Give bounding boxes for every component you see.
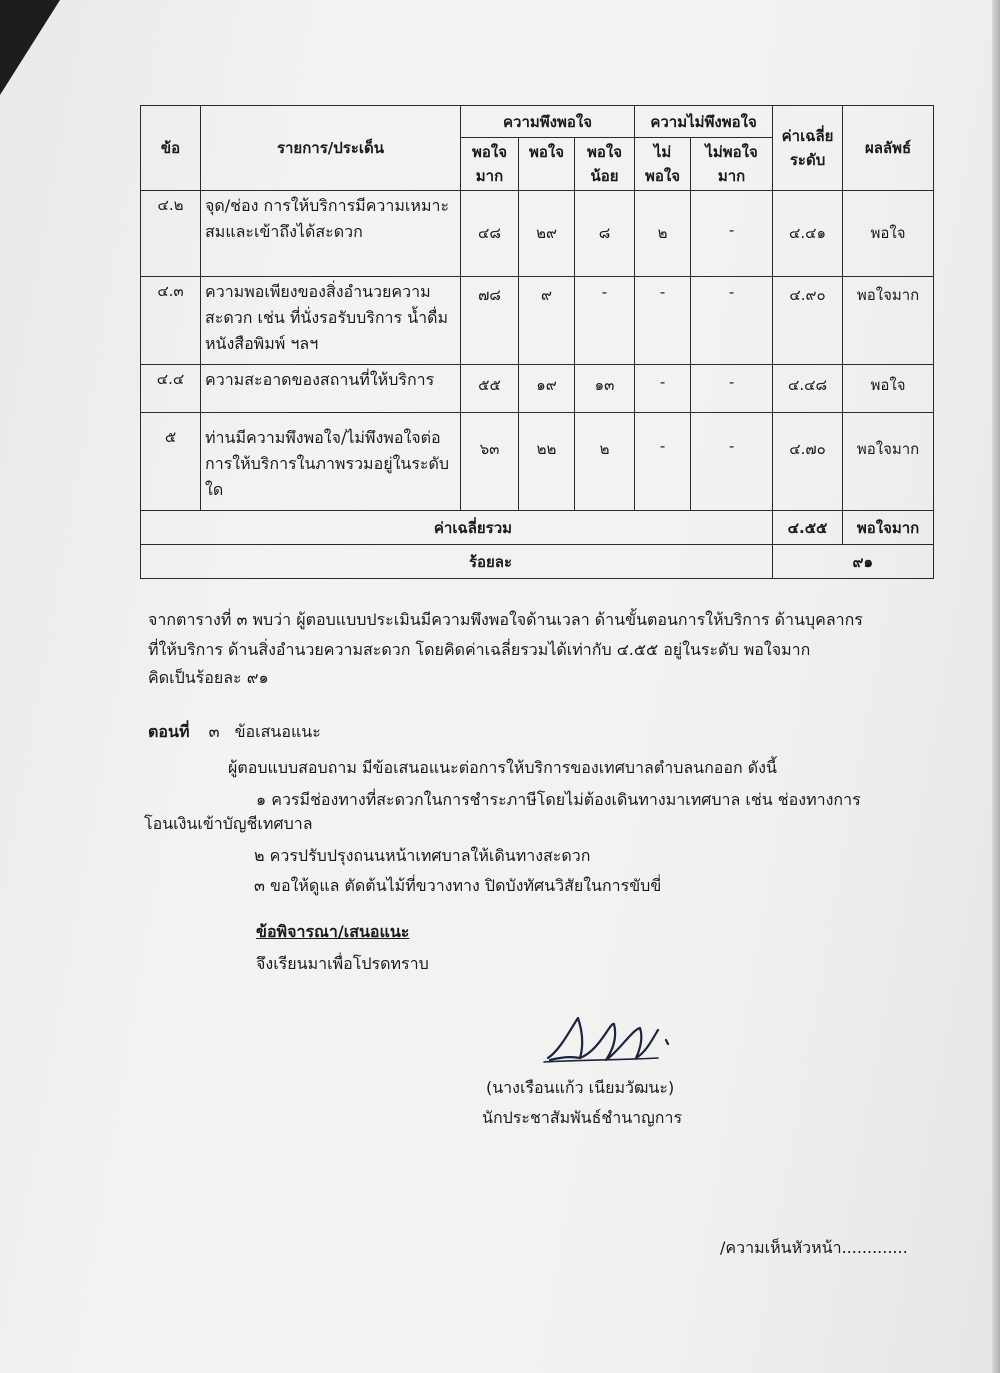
total-avg: ๔.๕๕ — [773, 511, 843, 545]
row-avg: ๔.๗๐ — [773, 413, 843, 511]
row-cell: - — [635, 365, 691, 413]
row-result: พอใจมาก — [843, 413, 934, 511]
suggestion-2: ๒ ควรปรับปรุงถนนหน้าเทศบาลให้เดินทางสะดวก — [254, 846, 591, 865]
row-cell: ๔๘ — [461, 191, 519, 277]
row-no: ๔.๒ — [141, 191, 201, 277]
row-cell: - — [691, 191, 773, 277]
header-item: รายการ/ประเด็น — [201, 106, 461, 191]
row-item: ท่านมีความพึงพอใจ/ไม่พึงพอใจต่อการให้บริการในภาพรวมอยู่ในระดับใด — [201, 413, 461, 511]
summary-line-2: ที่ให้บริการ ด้านสิ่งอำนวยความสะดวก โดยคิดค่าเฉลี่ยรวมได้เท่ากับ ๔.๕๕ อยู่ในระดับ พอใจมาก — [148, 640, 811, 659]
row-cell: - — [691, 413, 773, 511]
signer-name: (นางเรือนแก้ว เนียมวัฒนะ) — [486, 1078, 675, 1097]
row-cell: ๒ — [635, 191, 691, 277]
row-cell: - — [575, 277, 635, 365]
header-slightly-satisfied: พอใจน้อย — [575, 138, 635, 191]
summary-line-3: คิดเป็นร้อยละ ๙๑ — [148, 668, 269, 687]
section3-label: ตอนที่ — [148, 722, 190, 741]
percent-label: ร้อยละ — [141, 545, 773, 579]
row-cell: ๗๘ — [461, 277, 519, 365]
header-satisfied: พอใจ — [519, 138, 575, 191]
row-item: จุด/ช่อง การให้บริการมีความเหมาะสมและเข้าถึงได้สะดวก — [201, 191, 461, 277]
section3-intro: ผู้ตอบแบบสอบถาม มีข้อเสนอแนะต่อการให้บริการของเทศบาลตำบลนกออก ดังนี้ — [228, 758, 777, 777]
row-cell: ๑๙ — [519, 365, 575, 413]
row-cell: ๒๒ — [519, 413, 575, 511]
row-cell: - — [635, 413, 691, 511]
header-very-unsatisfied: ไม่พอใจมาก — [691, 138, 773, 191]
header-very-satisfied: พอใจมาก — [461, 138, 519, 191]
row-cell: ๘ — [575, 191, 635, 277]
header-unsatisfied-group: ความไม่พึงพอใจ — [635, 106, 773, 138]
row-cell: ๙ — [519, 277, 575, 365]
table-row — [141, 365, 934, 413]
table-row — [141, 191, 934, 277]
row-result: พอใจ — [843, 365, 934, 413]
row-cell: ๖๓ — [461, 413, 519, 511]
header-result: ผลลัพธ์ — [843, 106, 934, 191]
row-cell: ๒๙ — [519, 191, 575, 277]
row-avg: ๔.๔๑ — [773, 191, 843, 277]
total-label: ค่าเฉลี่ยรวม — [141, 511, 773, 545]
suggestion-1a: ๑ ควรมีช่องทางที่สะดวกในการชำระภาษีโดยไม่ต้องเดินทางมาเทศบาล เช่น ช่องทางการ — [256, 790, 861, 809]
section3-heading — [148, 718, 321, 746]
section3-number: ๓ — [208, 722, 220, 741]
total-row — [141, 511, 934, 545]
row-no: ๔.๓ — [141, 277, 201, 365]
row-result: พอใจ — [843, 191, 934, 277]
row-cell: - — [691, 365, 773, 413]
suggestion-1b: โอนเงินเข้าบัญชีเทศบาล — [144, 814, 313, 833]
summary-line-1: จากตารางที่ ๓ พบว่า ผู้ตอบแบบประเมินมีความพึงพอใจด้านเวลา ด้านขั้นตอนการให้บริการ ด้านบุคลากร — [148, 610, 863, 629]
row-item: ความสะอาดของสถานที่ให้บริการ — [201, 365, 461, 413]
folded-corner — [0, 0, 60, 95]
table-row — [141, 277, 934, 365]
header-not-satisfied: ไม่พอใจ — [635, 138, 691, 191]
row-cell: ๑๓ — [575, 365, 635, 413]
consideration-heading: ข้อพิจารณา/เสนอแนะ — [256, 922, 410, 941]
consideration-text: จึงเรียนมาเพื่อโปรดทราบ — [256, 954, 429, 973]
header-no: ข้อ — [141, 106, 201, 191]
row-avg: ๔.๙๐ — [773, 277, 843, 365]
footer-note: /ความเห็นหัวหน้า............. — [720, 1238, 908, 1257]
row-cell: ๒ — [575, 413, 635, 511]
row-cell: - — [635, 277, 691, 365]
row-item: ความพอเพียงของสิ่งอำนวยความสะดวก เช่น ที่นั่งรอรับบริการ น้ำดื่ม หนังสือพิมพ์ ฯลฯ — [201, 277, 461, 365]
signer-position: นักประชาสัมพันธ์ชำนาญการ — [482, 1108, 683, 1127]
section3-title: ข้อเสนอแนะ — [234, 722, 321, 741]
header-avg: ค่าเฉลี่ยระดับ — [773, 106, 843, 191]
suggestion-3: ๓ ขอให้ดูแล ตัดต้นไม้ที่ขวางทาง ปิดบังทัศนวิสัยในการขับขี่ — [254, 876, 662, 895]
row-no: ๔.๔ — [141, 365, 201, 413]
satisfaction-table — [140, 105, 934, 579]
signature — [540, 1010, 690, 1070]
row-cell: ๕๕ — [461, 365, 519, 413]
row-result: พอใจมาก — [843, 277, 934, 365]
page-edge — [992, 0, 1000, 1373]
percent-value: ๙๑ — [773, 545, 934, 579]
header-satisfied-group: ความพึงพอใจ — [461, 106, 635, 138]
row-avg: ๔.๔๘ — [773, 365, 843, 413]
row-cell: - — [691, 277, 773, 365]
percent-row — [141, 545, 934, 579]
total-result: พอใจมาก — [843, 511, 934, 545]
table-row — [141, 413, 934, 511]
row-no: ๕ — [141, 413, 201, 511]
